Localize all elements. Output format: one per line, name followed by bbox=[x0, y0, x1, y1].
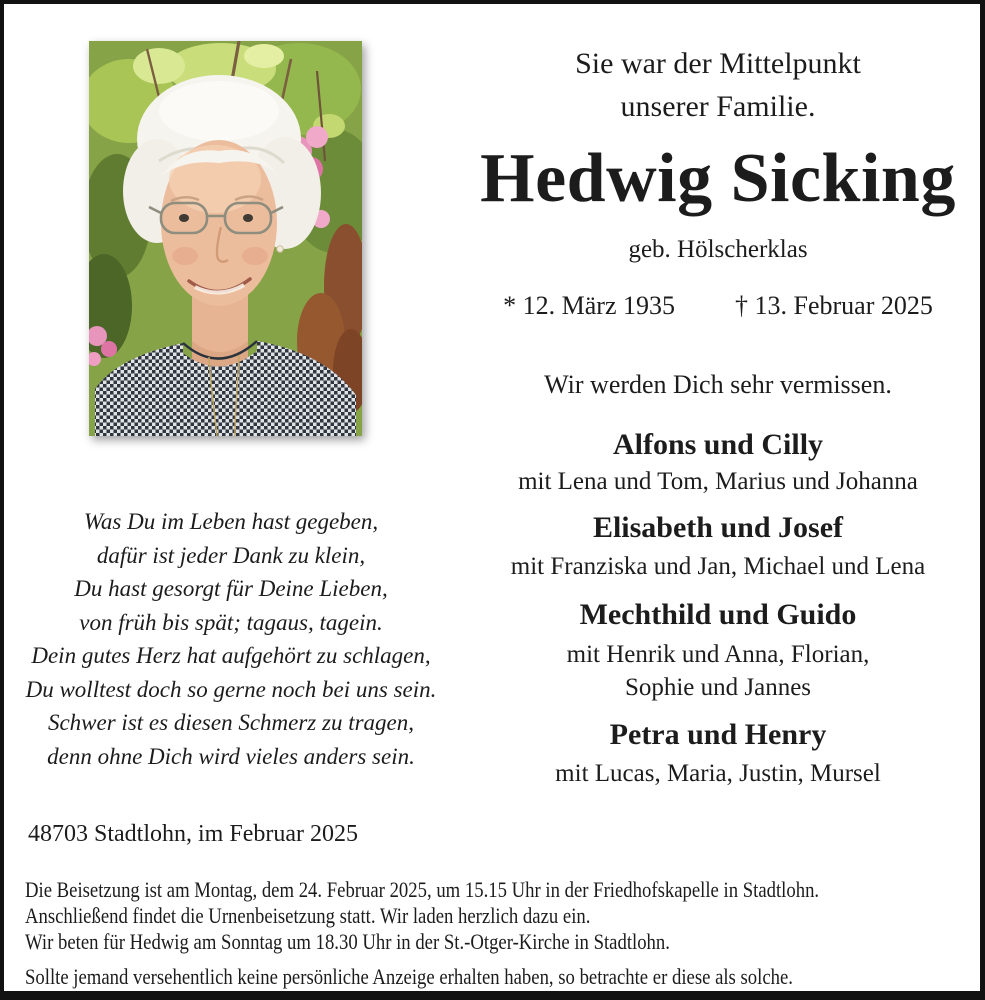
family-children-line: mit Henrik und Anna, Florian, bbox=[566, 641, 870, 668]
poem-line: dafür ist jeder Dank zu klein, bbox=[96, 542, 366, 568]
memorial-poem bbox=[8, 505, 454, 773]
poem-line: von früh bis spät; tagaus, tagein. bbox=[79, 609, 383, 635]
family-entry-names: Mechthild und Guido bbox=[579, 598, 857, 631]
intro-line-1: Sie war der Mittelpunkt bbox=[575, 47, 861, 80]
farewell-line: Wir werden Dich sehr vermissen. bbox=[544, 370, 892, 399]
portrait-photo bbox=[89, 41, 362, 436]
birth-date: * 12. März 1935 bbox=[503, 291, 675, 320]
family-entry-names: Petra und Henry bbox=[609, 718, 827, 751]
family-entry-names: Elisabeth und Josef bbox=[592, 511, 844, 544]
place-date-line: 48703 Stadtlohn, im Februar 2025 bbox=[28, 821, 358, 847]
family-entry-children: mit Franziska und Jan, Michael und Lena bbox=[510, 553, 926, 580]
funeral-info-line: Die Beisetzung ist am Montag, dem 24. Februar 2025, um 15.15 Uhr in der Friedhofskapelle in Stadtlohn. bbox=[25, 877, 820, 902]
deceased-name: Hedwig Sicking bbox=[480, 140, 956, 217]
intro-text bbox=[449, 42, 985, 128]
notice-disclaimer: Sollte jemand versehentlich keine persönliche Anzeige erhalten haben, so betrachte er diese als solche. bbox=[25, 964, 793, 989]
poem-line: Dein gutes Herz hat aufgehört zu schlagen, bbox=[31, 643, 431, 668]
life-dates bbox=[449, 291, 985, 321]
poem-line: Du hast gesorgt für Deine Lieben, bbox=[74, 576, 388, 601]
family-entry-children: mit Lucas, Maria, Justin, Mursel bbox=[555, 760, 881, 787]
poem-line: Was Du im Leben hast gegeben, bbox=[83, 509, 379, 534]
poem-line: denn ohne Dich wird vieles anders sein. bbox=[47, 743, 415, 769]
funeral-info-line: Wir beten für Hedwig am Sonntag um 18.30 Uhr in der St.-Otger-Kirche in Stadtlohn. bbox=[25, 929, 670, 954]
notice-main-column bbox=[449, 4, 985, 804]
funeral-info bbox=[25, 877, 959, 990]
poem-line: Du wolltest doch so gerne noch bei uns sein. bbox=[25, 676, 437, 702]
poem-line: Schwer ist es diesen Schmerz zu tragen, bbox=[47, 710, 415, 735]
family-entry-children bbox=[449, 638, 985, 704]
funeral-info-line: Anschließend findet die Urnenbeisetzung statt. Wir laden herzlich dazu ein. bbox=[25, 903, 591, 928]
family-entry-names: Alfons und Cilly bbox=[612, 428, 824, 461]
death-date: † 13. Februar 2025 bbox=[735, 291, 933, 320]
maiden-name: geb. Hölscherklas bbox=[628, 236, 808, 263]
portrait-photo-illustration bbox=[89, 41, 362, 436]
intro-line-2: unserer Familie. bbox=[620, 90, 816, 123]
family-entry-children: mit Lena und Tom, Marius und Johanna bbox=[518, 468, 918, 495]
family-children-line: Sophie und Jannes bbox=[624, 674, 812, 701]
